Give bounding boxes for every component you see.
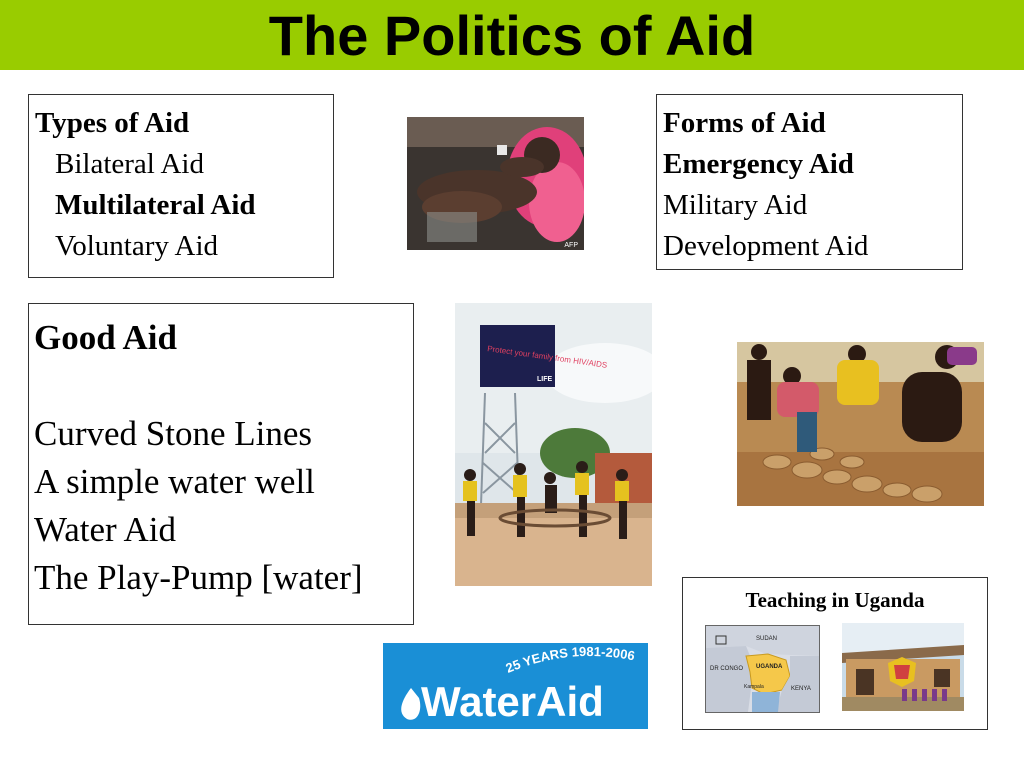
wateraid-arc-text: 25 YEARS 1981-2006: [503, 643, 637, 676]
good-aid-box: [28, 303, 414, 625]
map-label-kampala: Kampala: [744, 684, 764, 690]
billboard-brand: LIFE: [537, 376, 553, 383]
forms-item-emergency: Emergency Aid: [663, 148, 854, 180]
title-bar: [0, 0, 1024, 70]
good-item-water-well: A simple water well: [34, 462, 315, 501]
map-label-sudan: SUDAN: [756, 636, 778, 642]
good-aid-heading: Good Aid: [34, 318, 177, 357]
teaching-in-uganda-box: [682, 577, 988, 730]
forms-item-military: Military Aid: [663, 189, 808, 221]
types-item-voluntary: Voluntary Aid: [55, 230, 218, 262]
uganda-caption: Teaching in Uganda: [745, 588, 925, 612]
types-item-bilateral: Bilateral Aid: [55, 148, 204, 180]
forms-of-aid-box: [656, 94, 963, 270]
wateraid-brand-text: WaterAid: [421, 678, 604, 725]
types-of-aid-heading: Types of Aid: [35, 107, 190, 139]
water-drop-icon: [401, 688, 420, 720]
forms-item-development: Development Aid: [663, 230, 869, 262]
uganda-map: [705, 625, 820, 713]
play-pump-photo: [455, 303, 652, 586]
map-label-kenya: KENYA: [791, 686, 811, 692]
spacer: [34, 362, 413, 410]
slide-title: The Politics of Aid: [268, 4, 756, 67]
photo-credit: AFP: [564, 242, 578, 249]
famine-child-photo: [407, 117, 584, 250]
map-label-congo: DR CONGO: [710, 666, 743, 672]
svg-text:25 YEARS 1981-2006: [503, 644, 636, 676]
types-item-multilateral: Multilateral Aid: [55, 189, 256, 221]
stone-lines-photo: [737, 342, 984, 506]
wateraid-logo: [383, 643, 648, 729]
forms-of-aid-heading: Forms of Aid: [663, 107, 826, 139]
map-label-uganda: UGANDA: [756, 664, 783, 670]
good-item-play-pump: The Play-Pump [water]: [34, 558, 363, 597]
types-of-aid-box: [28, 94, 334, 278]
good-item-stone-lines: Curved Stone Lines: [34, 414, 313, 453]
good-item-water-aid: Water Aid: [34, 510, 176, 549]
billboard-text: Protect your family from HIV/AIDS: [486, 344, 608, 370]
uganda-school-photo: [842, 623, 964, 711]
